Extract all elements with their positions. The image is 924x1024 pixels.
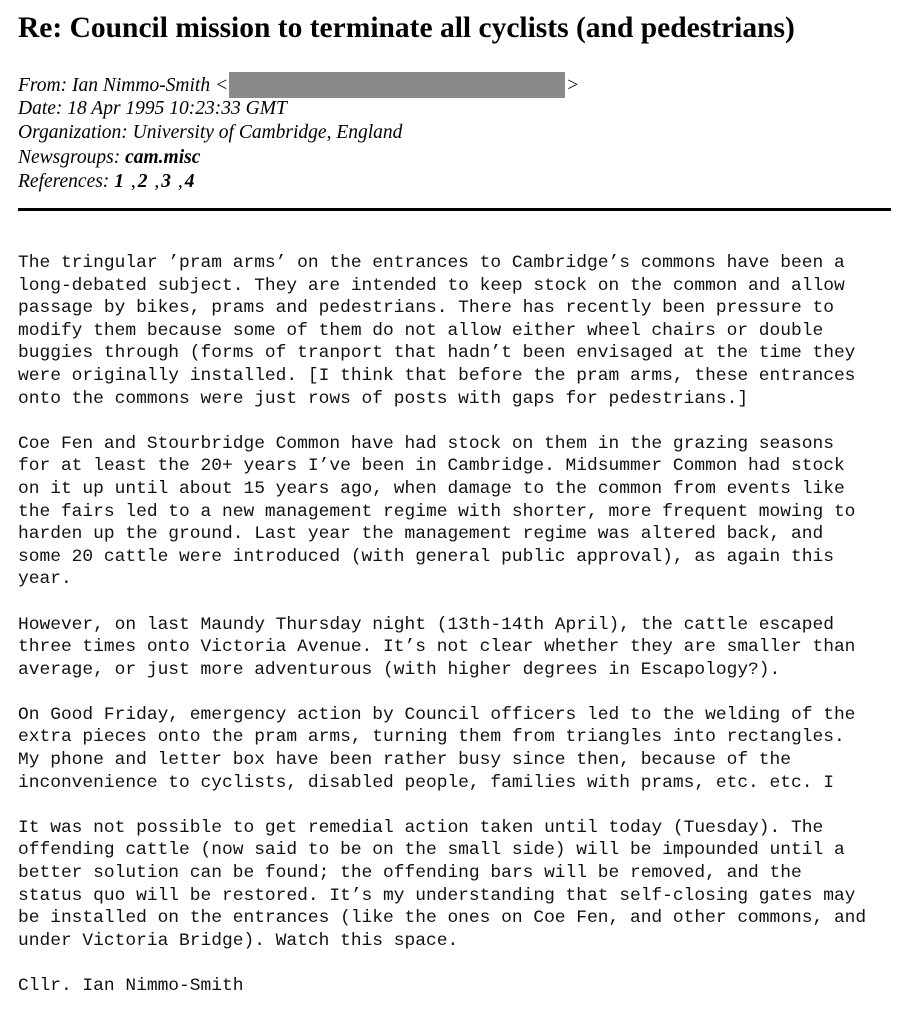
body-line: year. (18, 569, 72, 590)
organization-value: University of Cambridge, England (132, 122, 403, 143)
date-header (18, 97, 579, 122)
message-subject: Re: Council mission to terminate all cyclists (and pedestrians) (18, 12, 795, 44)
body-paragraph (18, 817, 866, 953)
body-line: onto the commons were just rows of posts with gaps for pedestrians.] (18, 388, 749, 409)
body-line: Coe Fen and Stourbridge Common have had stock on them in the grazing seasons (18, 433, 834, 454)
signature-line: Cllr. Ian Nimmo-Smith (18, 976, 244, 996)
organization-label: Organization: (18, 122, 133, 143)
body-line: for at least the 20+ years I’ve been in Cambridge. Midsummer Common had stock (18, 456, 845, 477)
body-line: It was not possible to get remedial action taken until today (Tuesday). The (18, 817, 824, 838)
body-line: under Victoria Bridge). Watch this space. (18, 930, 459, 951)
reference-link-2[interactable]: 2 (137, 171, 148, 192)
body-line: some 20 cattle were introduced (with general public approval), as again this (18, 546, 834, 567)
body-paragraph (18, 433, 866, 591)
from-label: From: (18, 75, 72, 96)
reference-separator: , (154, 171, 160, 192)
references-label: References: (18, 171, 115, 192)
references-header (18, 170, 579, 195)
body-line: harden up the ground. Last year the management regime was altered back, and (18, 524, 824, 545)
organization-header (18, 121, 579, 146)
paragraph-gap (18, 681, 866, 704)
body-paragraph (18, 252, 866, 410)
body-line: passage by bikes, prams and pedestrians. There has recently been pressure to (18, 298, 834, 319)
reference-link-3[interactable]: 3 (161, 171, 171, 192)
body-line: offending cattle (now said to be on the small side) will be impounded until a (18, 840, 845, 861)
reference-separator: , (130, 171, 136, 192)
body-line: The tringular ’pram arms’ on the entrances to Cambridge’s commons have been a (18, 253, 845, 273)
body-line: three times onto Victoria Avenue. It’s not clear whether they are smaller than (18, 637, 856, 658)
reference-link-4[interactable]: 4 (184, 171, 195, 192)
from-close: > (566, 75, 580, 96)
body-line: average, or just more adventurous (with higher degrees in Escapology?). (18, 659, 781, 680)
body-line: extra pieces onto the pram arms, turning them from triangles into rectangles. (18, 727, 845, 748)
message-body (18, 252, 866, 998)
date-value: 18 Apr 1995 10:23:33 GMT (67, 97, 287, 119)
message-headers (18, 72, 579, 195)
body-line: the fairs led to a new management regime with shorter, more frequent mowing to (18, 501, 856, 522)
body-line: However, on last Maundy Thursday night (13th-14th April), the cattle escaped (18, 614, 834, 635)
body-paragraph (18, 614, 866, 682)
signature (18, 975, 866, 998)
reference-link-1[interactable]: 1 (114, 171, 124, 192)
header-divider (18, 208, 891, 211)
body-line: on it up until about 15 years ago, when damage to the common from events like (18, 478, 845, 499)
from-header (18, 72, 579, 97)
body-line: status quo will be restored. It’s my understanding that self-closing gates may (18, 885, 856, 906)
body-line: buggies through (forms of tranport that hadn’t been envisaged at the time they (18, 343, 856, 364)
paragraph-gap (18, 591, 866, 614)
newsgroup-link[interactable]: cam.misc (125, 146, 201, 168)
body-line: be installed on the entrances (like the ones on Coe Fen, and other commons, and (18, 908, 867, 929)
paragraph-gap (18, 410, 866, 433)
body-line: were originally installed. [I think that before the pram arms, these entrances (18, 365, 856, 386)
newsgroups-label: Newsgroups: (18, 146, 126, 168)
paragraph-gap (18, 952, 866, 975)
redacted-email (229, 72, 565, 98)
body-line: inconvenience to cyclists, disabled people, families with prams, etc. etc. I (18, 772, 834, 793)
newsgroups-header (18, 146, 579, 171)
body-line: better solution can be found; the offending bars will be removed, and the (18, 863, 802, 884)
from-name: Ian Nimmo-Smith < (71, 75, 229, 96)
body-line: On Good Friday, emergency action by Council officers led to the welding of the (18, 704, 856, 725)
body-line: long-debated subject. They are intended to keep stock on the common and allow (18, 275, 845, 296)
body-line: My phone and letter box have been rather busy since then, because of the (18, 750, 792, 771)
body-line: modify them because some of them do not allow either wheel chairs or double (18, 320, 824, 341)
reference-separator: , (177, 171, 183, 192)
date-label: Date: (18, 97, 68, 119)
paragraph-gap (18, 794, 866, 817)
body-paragraph (18, 704, 866, 794)
